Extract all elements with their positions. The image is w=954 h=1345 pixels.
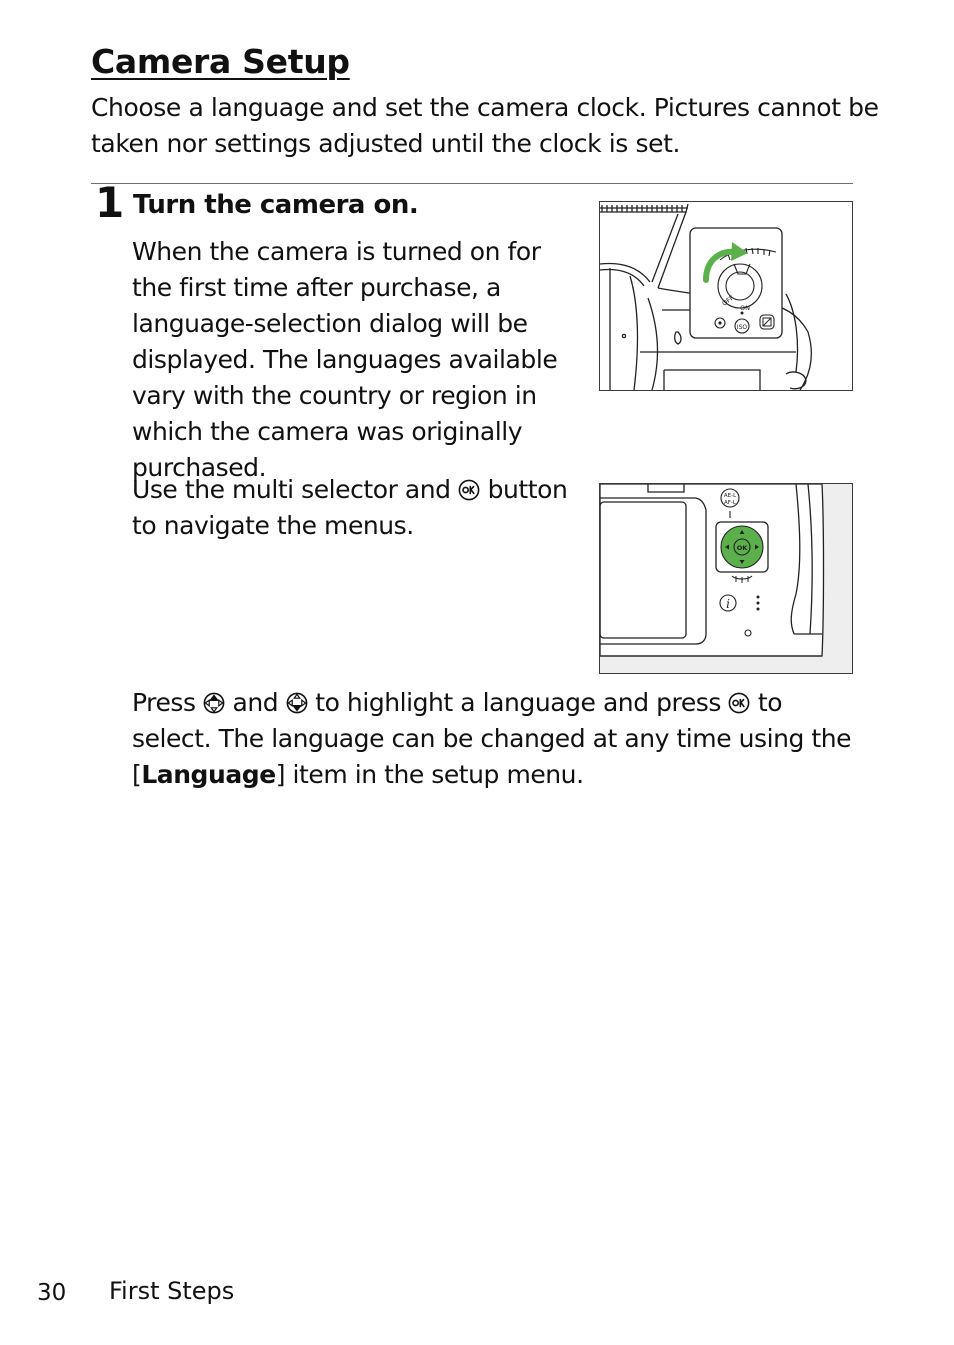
- section-divider: [91, 183, 853, 184]
- ok-button-icon: [728, 692, 750, 714]
- info-button-label: i: [726, 597, 730, 611]
- paragraph-3-text-c: to highlight a language and press: [307, 688, 729, 717]
- multi-selector-up-icon: [203, 692, 225, 714]
- multi-selector-illustration: [599, 483, 853, 674]
- multi-selector-down-icon: [286, 692, 308, 714]
- step-paragraph-3: [132, 685, 852, 793]
- iso-button-label: ISO: [736, 324, 748, 331]
- af-lock-label: AF-L: [724, 500, 736, 506]
- ae-lock-label: AE-L: [723, 493, 737, 499]
- ok-button-label: OK: [736, 544, 748, 552]
- paragraph-2-text-b: button to navigate the menus.: [132, 475, 568, 540]
- intro-paragraph: Choose a language and set the camera clock. Pictures cannot be taken nor settings adjusted until the clock is set.: [91, 93, 879, 158]
- page-number: 30: [37, 1280, 67, 1306]
- power-switch-illustration: [599, 201, 853, 391]
- step-title: Turn the camera on.: [133, 190, 419, 220]
- section-name: First Steps: [109, 1277, 235, 1305]
- step-number: 1: [95, 178, 125, 227]
- page-title: Camera Setup: [91, 42, 350, 81]
- paragraph-3-text-e: ] item in the setup menu.: [275, 760, 584, 789]
- paragraph-3-text-a: Press: [132, 688, 204, 717]
- dial-on-label: ON: [740, 304, 750, 312]
- ok-button-icon: [458, 479, 480, 501]
- step-paragraph-2: [132, 472, 582, 544]
- dial-off-label: OFF: [720, 293, 736, 308]
- language-menu-item-label: Language: [141, 760, 276, 789]
- step-paragraph-1: When the camera is turned on for the first time after purchase, a language-selection dialog will be displayed. The languages available vary with the country or region in which the camera was originally purchased.: [132, 237, 558, 482]
- paragraph-3-text-b: and: [225, 688, 286, 717]
- paragraph-2-text-a: Use the multi selector and: [132, 475, 459, 504]
- paragraph-3-text-d: to select. The language can be changed at any time using the [: [132, 688, 852, 789]
